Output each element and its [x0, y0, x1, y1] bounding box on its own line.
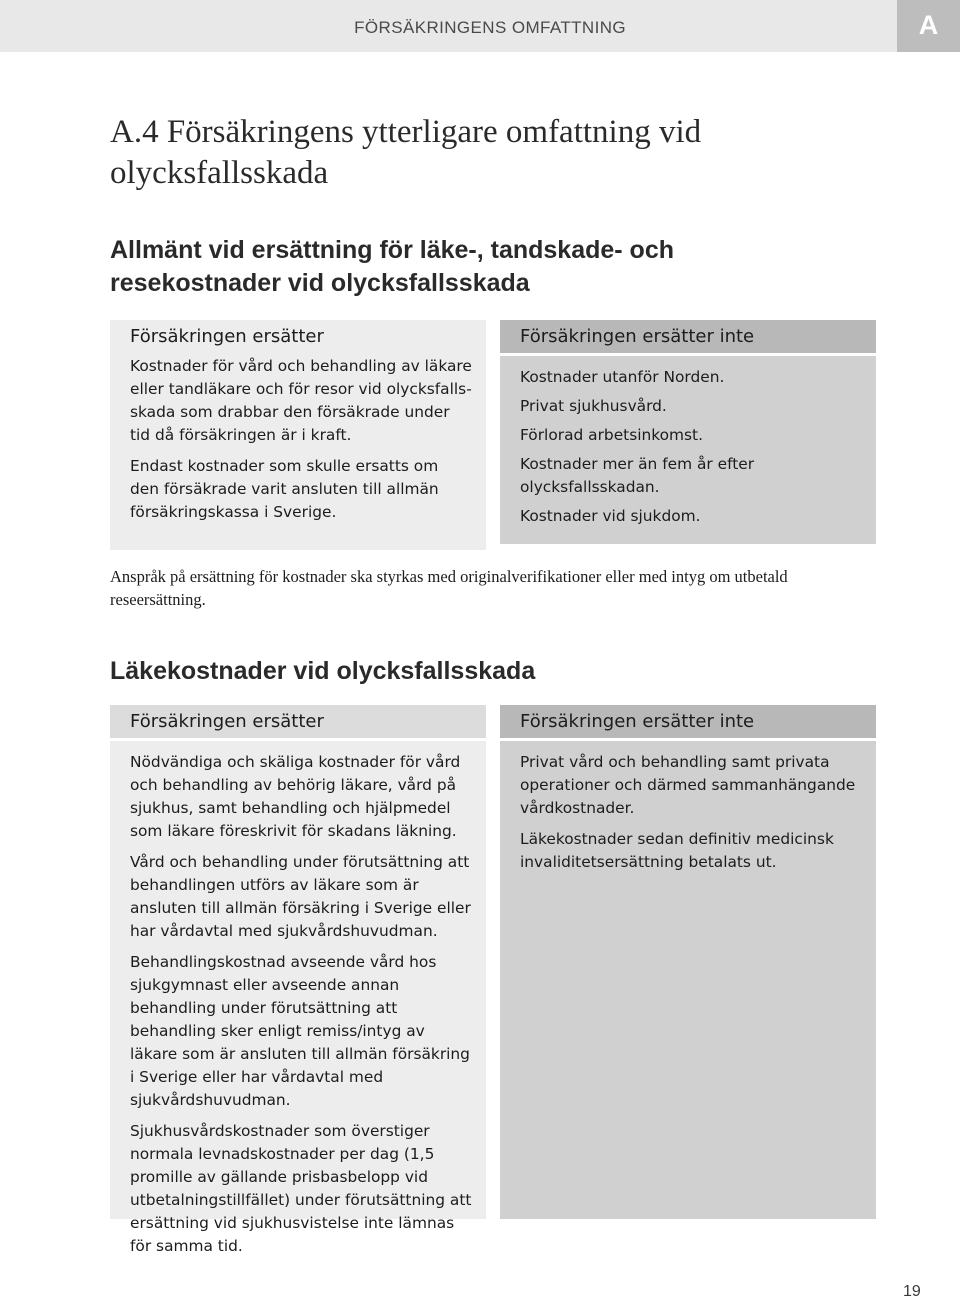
- section-tab: A: [897, 0, 960, 52]
- not-covered-box-general: [500, 320, 876, 544]
- not-covered-box-body: [500, 356, 876, 544]
- list-item: Kostnader vid sjukdom.: [520, 507, 701, 525]
- not-covered-box-title: Försäkringen ersätter inte: [500, 705, 876, 738]
- paragraph: Sjukhusvårdskostnader som överstiger normala levnadskostnader per dag (1,5 promille av gällande prisbasbelopp vid utbetalningstillfället) under förutsättning att ersättning vid sjukhusvistelse inte lämnas för samma tid.: [130, 1122, 472, 1255]
- running-head: FÖRSÄKRINGENS OMFATTNING: [354, 18, 626, 37]
- paragraph: Nödvändiga och skäliga kostnader för vård och behandling av behörig läkare, vård på sjukhus, samt behandling och hjälpmedel som läkare föreskrivit för skadans läkning.: [130, 753, 461, 840]
- paragraph: Vård och behandling under förutsättning att behandlingen utförs av läkare som är ansluten till allmän försäkring i Sverige eller har vårdavtal med sjukvårdshuvudman.: [130, 853, 471, 940]
- covered-box-general: [110, 320, 486, 550]
- paragraph: Behandlingskostnad avseende vård hos sjukgymnast eller avseende annan behandling under förutsättning att behandling sker enligt remiss/intyg av läkare som är ansluten till allmän försäkring i Sverige eller har vårdavtal med sjukvårdshuvudman.: [130, 953, 470, 1109]
- section-heading-general: Allmänt vid ersättning för läke-, tandskade- och resekostnader vid olycksfallsskada: [110, 236, 675, 297]
- paragraph: Kostnader för vård och behandling av läkare eller tandläkare och för resor vid olycksfallsskada som drabbar den försäkrade under tid då försäkringen är i kraft.: [130, 357, 472, 444]
- covered-box-medical: [110, 705, 486, 1255]
- paragraph: Endast kostnader som skulle ersatts om den försäkrade varit ansluten till allmän försäkringskassa i Sverige.: [130, 457, 439, 521]
- claims-note: Anspråk på ersättning för kostnader ska styrkas med originalverifikationer eller med intyg om utbetald reseersättning.: [110, 567, 788, 609]
- list-item: Privat sjukhusvård.: [520, 397, 667, 415]
- list-item: Kostnader utanför Norden.: [520, 368, 725, 386]
- paragraph: Läkekostnader sedan definitiv medicinsk invaliditetsersättning betalats ut.: [520, 830, 834, 871]
- paragraph: Privat vård och behandling samt privata operationer och därmed sammanhängande vårdkostnader.: [520, 753, 856, 817]
- covered-box-body: [110, 741, 486, 1255]
- covered-box-title: Försäkringen ersätter: [110, 320, 486, 353]
- page-title: A.4 Försäkringens ytterligare omfattning vid olycksfallsskada: [110, 114, 702, 191]
- list-item: Kostnader mer än fem år efter olycksfallsskadan.: [520, 455, 755, 496]
- section-heading-medical-costs: Läkekostnader vid olycksfallsskada: [110, 657, 536, 685]
- covered-box-title: Försäkringen ersätter: [110, 705, 486, 738]
- not-covered-box-medical: [500, 705, 876, 1219]
- not-covered-box-body: [500, 741, 876, 1219]
- covered-box-body: [110, 353, 486, 550]
- page-number: 19: [903, 1283, 921, 1300]
- not-covered-box-title: Försäkringen ersätter inte: [500, 320, 876, 353]
- list-item: Förlorad arbetsinkomst.: [520, 426, 703, 444]
